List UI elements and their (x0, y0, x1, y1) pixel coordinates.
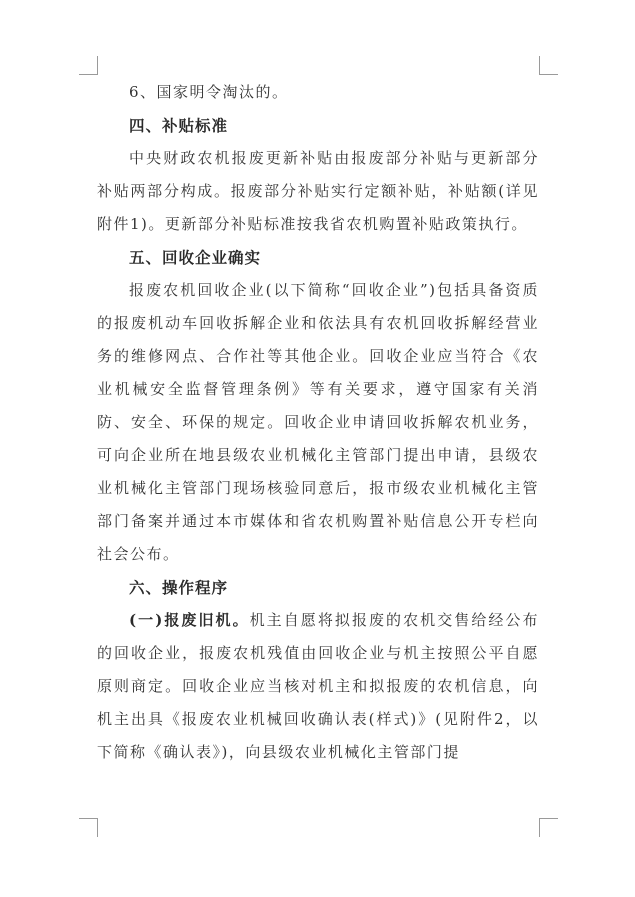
subsection-1-lead: (一)报废旧机。 (129, 611, 250, 629)
crop-mark-top-right (539, 56, 558, 75)
subsection-1-text: 机主自愿将拟报废的农机交售给经公布的回收企业，报废农机残值由回收企业与机主按照公平自愿原则商定。回收企业应当核对机主和拟报废的农机信息，向机主出具《报废农业机械回收确认表(样式)》(见附件2，以下简称《确认表》)，向县级农业机械化主管部门提 (97, 611, 539, 761)
section-5-paragraph: 报废农机回收企业(以下简称“回收企业”)包括具备资质的报废机动车回收拆解企业和依法具有农机回收拆解经营业务的维修网点、合作社等其他企业。回收企业应当符合《农业机械安全监督管理条例》等有关要求，遵守国家有关消防、安全、环保的规定。回收企业申请回收拆解农机业务，可向企业所在地县级农业机械化主管部门提出申请，县级农业机械化主管部门现场核验同意后，报市级农业机械化主管部门备案并通过本市媒体和省农机购置补贴信息公开专栏向社会公布。 (97, 281, 539, 563)
crop-mark-bottom-left (79, 818, 98, 837)
section-6-subsection-1 (97, 604, 539, 769)
section-4-paragraph: 中央财政农机报废更新补贴由报废部分补贴与更新部分补贴两部分构成。报废部分补贴实行定额补贴，补贴额(详见附件1)。更新部分补贴标准按我省农机购置补贴政策执行。 (97, 149, 539, 233)
crop-mark-top-left (79, 56, 98, 75)
crop-mark-bottom-right (539, 818, 558, 837)
list-item-6: 6、国家明令淘汰的。 (129, 83, 289, 101)
section-4-heading: 四、补贴标准 (129, 116, 229, 135)
section-5-heading: 五、回收企业确实 (129, 248, 262, 267)
document-body (97, 76, 539, 769)
section-6-heading: 六、操作程序 (129, 578, 229, 597)
